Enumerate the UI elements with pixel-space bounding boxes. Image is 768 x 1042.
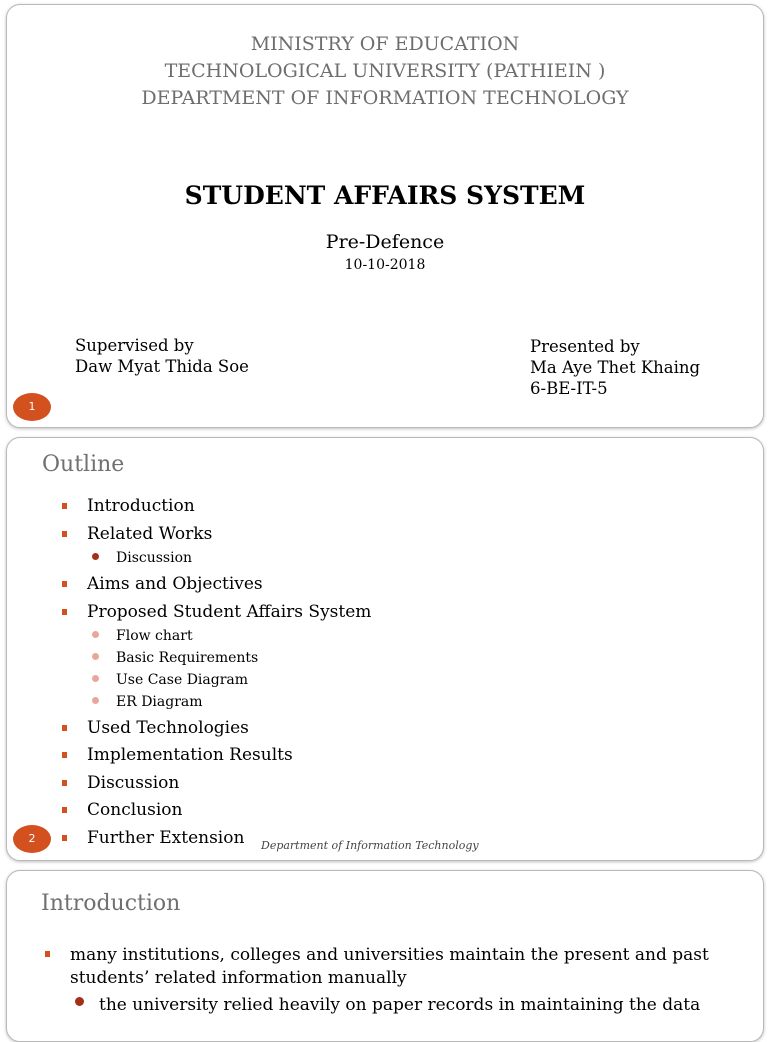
outline-subitem: Discussion [116,550,193,566]
project-title: STUDENT AFFAIRS SYSTEM [184,181,586,210]
slide-footer: Department of Information Technology [261,839,479,852]
bullet-dot-icon [75,997,84,1006]
slide-number-badge: 2 [13,825,51,853]
intro-bullet-line: many institutions, colleges and universities maintain the present and past [70,945,709,965]
bullet-square-icon [62,503,67,509]
supervised-label: Supervised by [75,336,194,355]
slide-title: Introduction [41,891,181,916]
bullet-dot-icon [92,631,99,638]
outline-item: Used Technologies [87,718,249,738]
university-heading: TECHNOLOGICAL UNIVERSITY (PATHIEIN ) [164,60,606,82]
bullet-dot-icon [92,653,99,660]
supervisor-name: Daw Myat Thida Soe [75,357,249,376]
outline-item: Implementation Results [87,745,293,765]
intro-bullet-line: students’ related information manually [70,968,407,988]
date: 10-10-2018 [344,257,426,273]
outline-item: Conclusion [87,800,183,820]
slide-introduction [6,870,764,1042]
bullet-square-icon [62,725,67,731]
slide-title: Outline [42,452,125,477]
bullet-square-icon [62,780,67,786]
presenter-block [530,336,700,399]
supervisor-block [75,335,249,377]
outline-subitem: ER Diagram [116,694,203,710]
ministry-heading: MINISTRY OF EDUCATION [250,33,520,55]
bullet-square-icon [62,807,67,813]
bullet-dot-icon [92,675,99,682]
outline-subitem: Flow chart [116,628,193,644]
bullet-square-icon [62,609,67,615]
presented-label: Presented by [530,337,640,356]
bullet-square-icon [62,531,67,537]
slide-outline [6,437,764,861]
outline-item: Further Extension [87,828,245,848]
outline-subitem: Basic Requirements [116,650,259,666]
slide-number-badge: 1 [13,393,51,421]
intro-subbullet: the university relied heavily on paper records in maintaining the data [99,995,701,1015]
bullet-square-icon [45,951,50,957]
outline-item: Proposed Student Affairs System [87,602,372,622]
outline-subitem: Use Case Diagram [116,672,249,688]
subtitle: Pre-Defence [325,231,445,253]
bullet-dot-icon [92,697,99,704]
outline-item: Introduction [87,496,195,516]
department-heading: DEPARTMENT OF INFORMATION TECHNOLOGY [141,87,629,109]
outline-item: Aims and Objectives [87,574,263,594]
bullet-dot-icon [92,553,99,560]
slide-title [6,4,764,428]
bullet-square-icon [62,752,67,758]
outline-item: Discussion [87,773,180,793]
presenter-name: Ma Aye Thet Khaing [530,358,701,377]
intro-bullet [70,944,709,990]
roll-number: 6-BE-IT-5 [530,379,608,398]
bullet-square-icon [62,835,67,841]
bullet-square-icon [62,581,67,587]
outline-item: Related Works [87,524,213,544]
